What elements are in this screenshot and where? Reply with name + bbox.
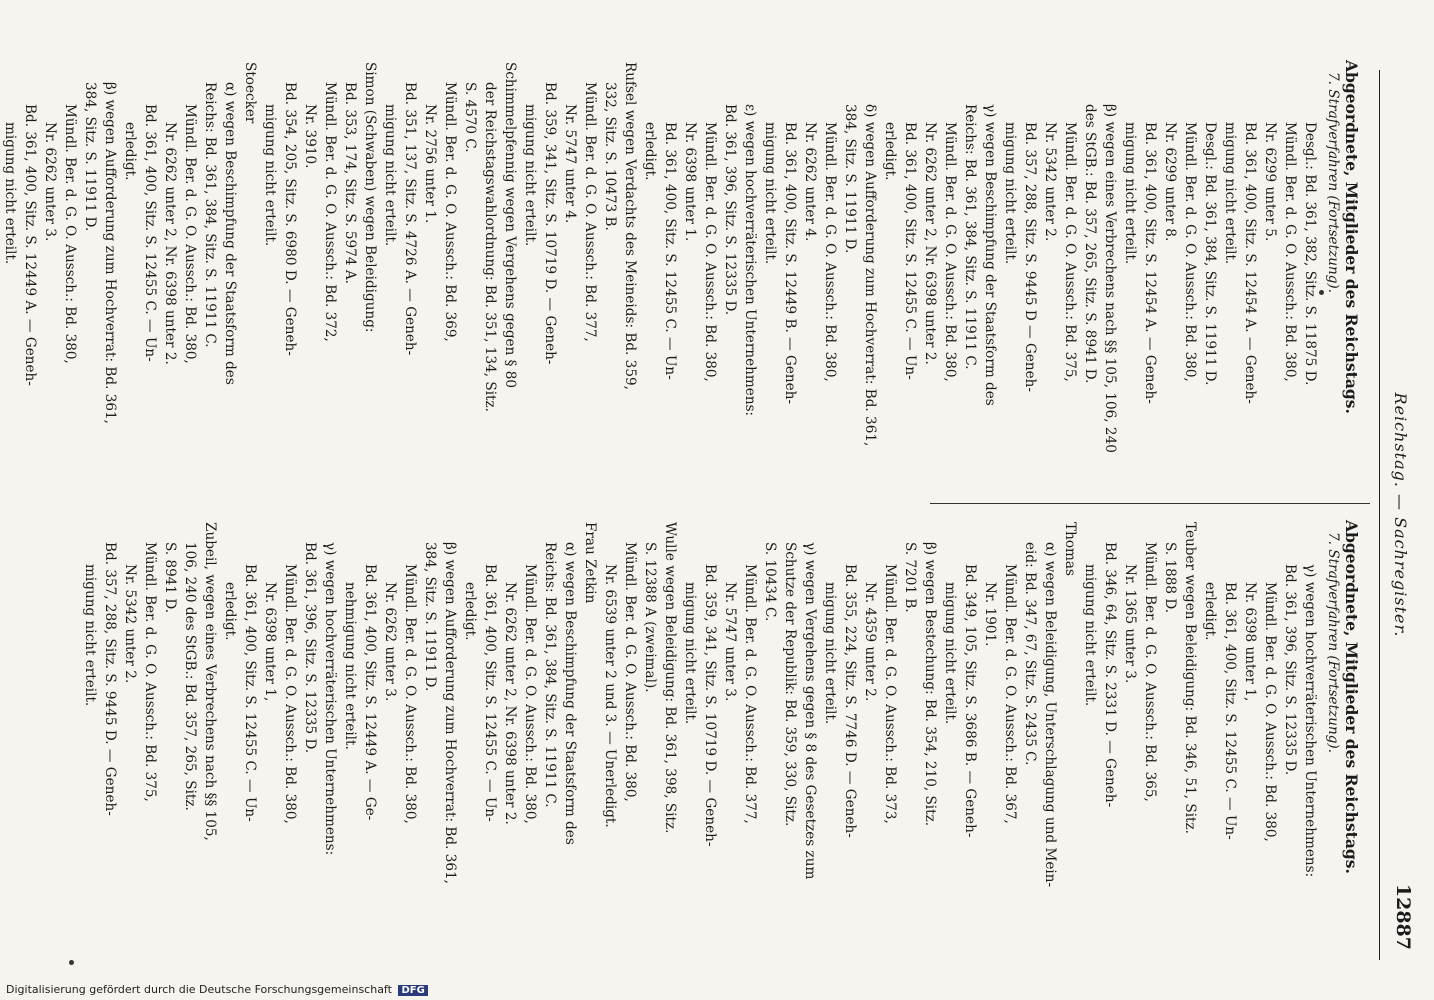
entry-line: Nr. 6262 unter 2, Nr. 6398 unter 2. — [162, 122, 178, 365]
entry-line: Nr. 6262 unter 3. — [42, 122, 58, 242]
entry-line: Mündl. Ber. d. G. O. Aussch.: Bd. 380, — [1262, 582, 1278, 842]
entry-line: Desgl.: Bd. 361, 382, Sitz. S. 11875 D. — [1302, 122, 1318, 386]
entry-line: Bd. 361, 400, Sitz. S. 12454 A. — Geneh- — [1142, 122, 1158, 404]
entry-line: β) wegen Aufforderung zum Hochverrat: Bd. 361, — [442, 542, 458, 885]
entry-line: 384, Sitz. S. 11911 D. — [82, 82, 98, 232]
column-divider — [930, 503, 1370, 504]
entry-line: S. 4570 C. — [462, 82, 478, 153]
entry-line: β) wegen Aufforderung zum Hochverrat: Bd. 361, — [102, 82, 118, 425]
entry-line: Mündl. Ber. d. G. O. Aussch.: Bd. 375, — [1062, 122, 1078, 382]
entry-line: migung nicht erteilt. — [1082, 564, 1098, 707]
entry-heading: Stoecker — [242, 62, 258, 124]
entry-line: Nr. 2756 unter 1. — [422, 104, 438, 224]
entry-line: migung nicht erteilt. — [262, 104, 278, 247]
entry-line: γ) wegen Beschimpfung der Staatsform des — [982, 104, 998, 406]
digitization-credit — [6, 983, 428, 996]
entry-line: 106, 240 des StGB.: Bd. 357, 265, Sitz. — [182, 542, 198, 811]
entry-line: Bd. 359, 341, Sitz. S. 10719 D. — Geneh- — [702, 564, 718, 847]
entry-line: des StGB.: Bd. 357, 265, Sitz. S. 8941 D. — [1082, 104, 1098, 384]
right-column — [78, 520, 1360, 952]
entry-line: Mündl. Ber. d. G. O. Aussch.: Bd. 380, — [1182, 122, 1198, 382]
entry-line: erledigt. — [882, 122, 898, 181]
entry-line: migung nicht erteilt. — [1222, 122, 1238, 265]
entry-line: Mündl. Ber. d. G. O. Aussch.: Bd. 377, — [742, 564, 758, 824]
entry-line: Bd. 361, 400, Sitz. S. 12455 C. — Un- — [662, 122, 678, 380]
entry-line: β) wegen eines Verbrechens nach §§ 105, 106, 240 — [1102, 104, 1118, 453]
section-title: Abgeordnete, Mitglieder des Reichstags. — [1342, 520, 1361, 874]
entry-line: 332, Sitz. S. 10473 B. — [602, 82, 618, 231]
entry-line: Bd. 361, 400, Sitz. S. 12455 C. — Un- — [142, 104, 158, 362]
entry-line: migung nicht erteilt. — [942, 582, 958, 725]
entry-line: Mündl. Ber. d. G. O. Aussch.: Bd. 367, — [1002, 564, 1018, 824]
entry-heading: Zubeil, wegen eines Verbrechens nach §§ 105, — [202, 522, 218, 841]
entry-line: S. 1888 D. — [1162, 542, 1178, 614]
entry-line: Mündl. Ber. d. G. O. Aussch.: Bd. 380, — [402, 564, 418, 824]
entry-line: Mündl. Ber. d. G. O. Aussch.: Bd. 373, — [882, 564, 898, 824]
entry-heading: Teuber wegen Beleidigung: Bd. 346, 51, Sitz. — [1182, 522, 1198, 834]
entry-line: eid: Bd. 347, 67, Sitz. S. 2435 C. — [1022, 542, 1038, 766]
dfg-logo: DFG — [398, 985, 427, 996]
entry-line: migung nicht erteilt. — [682, 582, 698, 725]
entry-line: Bd. 346, 64, Sitz. S. 2331 D. — Geneh- — [1102, 542, 1118, 808]
entry-line: erledigt. — [122, 122, 138, 181]
right-entries — [81, 520, 1318, 952]
entry-line: migung nicht erteilt. — [82, 564, 98, 707]
entry-line: Bd. 361, 400, Sitz. S. 12455 C. — Un- — [902, 122, 918, 380]
entry-line: Nr. 1901. — [982, 582, 998, 647]
entry-heading: Frau Zetkin — [582, 522, 598, 604]
entry-line: ε) wegen hochverräterischen Unternehmens: — [742, 104, 758, 417]
entry-line: Nr. 4359 unter 2. — [862, 582, 878, 702]
entry-line: Nr. 5342 unter 2. — [1042, 122, 1058, 242]
credit-text: Digitalisierung gefördert durch die Deutsche Forschungsgemeinschaft — [6, 983, 392, 996]
entry-line: Nr. 6398 unter 1. — [682, 122, 698, 242]
entry-line: Reichs: Bd. 361, 384, Sitz. S. 11911 C. — [542, 542, 558, 808]
entry-heading: Wulle wegen Beleidigung: Bd. 361, 398, Sitz. — [662, 522, 678, 834]
entry-line: nehmigung nicht erteilt. — [342, 582, 358, 750]
entry-line: migung nicht erteilt. — [382, 104, 398, 247]
entry-line: migung nicht erteilt. — [1002, 122, 1018, 265]
entry-heading: Simon (Schwaben) wegen Beleidigung: — [362, 62, 378, 333]
entry-line: Reichs: Bd. 361, 384, Sitz. S. 11911 C. — [962, 104, 978, 370]
left-entries — [1, 60, 1318, 492]
entry-line: Nr. 6299 unter 5. — [1262, 122, 1278, 242]
entry-line: Bd. 357, 288, Sitz. S. 9445 D — Geneh- — [1022, 122, 1038, 393]
entry-line: Bd. 361, 396, Sitz. S. 12335 D. — [722, 104, 738, 316]
entry-line: γ) wegen hochverräterischen Unternehmens: — [322, 542, 338, 856]
entry-line: δ) wegen Aufforderung zum Hochverrat: Bd. 361, — [862, 104, 878, 447]
entry-line: erledigt. — [1202, 582, 1218, 641]
ink-speck — [69, 960, 74, 965]
entry-line: Mündl. Ber. d. G. O. Aussch.: Bd. 377, — [582, 82, 598, 342]
section-title: Abgeordnete, Mitglieder des Reichstags. — [1342, 60, 1361, 414]
entry-line: Nr. 3910. — [302, 104, 318, 169]
entry-line: Nr. 6539 unter 2 und 3. — Unerledigt. — [602, 564, 618, 828]
entry-line: Mündl. Ber. d. G. O. Aussch.: Bd. 372, — [322, 82, 338, 342]
entry-line: erledigt. — [222, 582, 238, 641]
entry-line: Bd. 361, 400, Sitz. S. 12449 A. — Geneh- — [22, 104, 38, 386]
entry-line: Mündl. Ber. d. G. O. Aussch.: Bd. 369, — [442, 82, 458, 342]
left-column — [0, 60, 1360, 492]
entry-line: γ) wegen Vergehens gegen § 8 des Gesetzes zum — [802, 542, 818, 880]
entry-line: erledigt. — [462, 582, 478, 641]
entry-line: 384, Sitz. S. 11911 D. — [422, 542, 438, 692]
entry-line: β) wegen Bestechung: Bd. 354, 210, Sitz. — [922, 542, 938, 827]
entry-line: Nr. 1365 unter 3. — [1122, 564, 1138, 684]
entry-line: Nr. 5342 unter 2. — [122, 564, 138, 684]
entry-line: Mündl. Ber. d. G. O. Aussch.: Bd. 380, — [62, 104, 78, 364]
entry-line: erledigt. — [642, 122, 658, 181]
entry-line: migung nicht erteilt. — [2, 122, 18, 265]
entry-line: Bd. 357, 288, Sitz. S. 9445 D. — Geneh- — [102, 542, 118, 816]
entry-line: Bd. 354, 205, Sitz. S. 6980 D. — Geneh- — [282, 82, 298, 356]
entry-line: γ) wegen hochverräterischen Unternehmens: — [1302, 564, 1318, 878]
entry-line: migung nicht erteilt. — [762, 122, 778, 265]
entry-line: 384, Sitz. S. 11911 D. — [842, 104, 858, 254]
entry-line: Bd. 361, 400, Sitz. S. 12454 A. — Geneh- — [1242, 122, 1258, 404]
entry-line: Bd. 355, 224, Sitz. S. 7746 D. — Geneh- — [842, 564, 858, 838]
entry-line: Bd. 361, 400, Sitz. S. 12449 A. — Ge- — [362, 564, 378, 821]
entry-line: Mündl. Ber. d. G. O. Aussch.: Bd. 380, — [282, 564, 298, 824]
entry-line: Mündl. Ber. d. G. O. Aussch.: Bd. 375, — [142, 542, 158, 802]
subsection-title: 7. Strafverfahren (Fortsetzung). — [1325, 72, 1341, 294]
entry-line: Mündl. Ber. d. G. O. Aussch.: Bd. 380, — [822, 122, 838, 382]
entry-line: migung nicht erteilt. — [1122, 122, 1138, 265]
entry-line: S. 8941 D. — [162, 542, 178, 614]
entry-line: S. 10434 C. — [762, 542, 778, 622]
entry-line: Mündl. Ber. d. G. O. Aussch.: Bd. 380, — [622, 542, 638, 802]
entry-heading: Schimmelpfennig wegen Vergehens gegen § 80 — [502, 62, 518, 389]
entry-line: Nr. 6398 unter 1, — [262, 582, 278, 702]
entry-line: Nr. 6299 unter 8. — [1162, 122, 1178, 242]
entry-line: Mündl. Ber. d. G. O. Aussch.: Bd. 380, — [1282, 122, 1298, 382]
entry-line: Nr. 6398 unter 1, — [1242, 582, 1258, 702]
entry-line: der Reichstagswahlordnung: Bd. 351, 134, Sitz. — [482, 82, 498, 412]
entry-line: Nr. 6262 unter 2, Nr. 6398 unter 2. — [922, 122, 938, 365]
entry-line: Schutze der Republik: Bd. 359, 330, Sitz. — [782, 542, 798, 827]
entry-line: S. 12388 A (zweimal). — [642, 542, 658, 693]
entry-line: Reichs: Bd. 361, 384, Sitz. S. 11911 C. — [202, 82, 218, 348]
entry-line: α) wegen Beschimpfung der Staatsform des — [222, 82, 238, 385]
entry-line: migung nicht erteilt. — [822, 582, 838, 725]
entry-line: Desgl.: Bd. 361, 384, Sitz. S. 11911 D. — [1202, 122, 1218, 386]
entry-line: Bd. 361, 400, Sitz. S. 12455 C. — Un- — [482, 564, 498, 822]
entry-line: Bd. 353, 174, Sitz. S. 5974 A. — [342, 82, 358, 284]
entry-line: Nr. 6262 unter 3. — [382, 582, 398, 702]
entry-line: Mündl. Ber. d. G. O. Aussch.: Bd. 380, — [182, 104, 198, 364]
entry-line: α) wegen Beleidigung, Unterschlagung und Mein- — [1042, 542, 1058, 888]
entry-line: Mündl. Ber. d. G. O. Aussch.: Bd. 365, — [1142, 542, 1158, 802]
entry-heading: Rufsel wegen Verdachts des Meineids: Bd. 359, — [622, 62, 638, 390]
entry-line: Bd. 351, 137, Sitz. S. 4726 A. — Geneh- — [402, 82, 418, 356]
entry-line: S. 7201 B. — [902, 542, 918, 613]
ink-speck — [1319, 290, 1324, 295]
subsection-title: 7. Strafverfahren (Fortsetzung). — [1325, 532, 1341, 754]
entry-line: Nr. 6262 unter 2, Nr. 6398 unter 2. — [502, 582, 518, 825]
entry-line: Nr. 6262 unter 4. — [802, 122, 818, 242]
entry-line: Mündl. Ber. d. G. O. Aussch.: Bd. 380, — [942, 122, 958, 382]
entry-line: Bd. 349, 105, Sitz. S. 3686 B. — Geneh- — [962, 564, 978, 838]
entry-line: Bd. 361, 400, Sitz. S. 12455 C. — Un- — [242, 564, 258, 822]
entry-line: Bd. 361, 396, Sitz. S. 12335 D. — [302, 542, 318, 754]
entry-line: Mündl. Ber. d. G. O. Aussch.: Bd. 380, — [522, 564, 538, 824]
entry-line: migung nicht erteilt. — [522, 104, 538, 247]
entry-line: Nr. 5747 unter 3. — [722, 582, 738, 702]
entry-line: Mündl. Ber. d. G. O. Aussch.: Bd. 380, — [702, 122, 718, 382]
entry-line: Nr. 5747 unter 4. — [562, 104, 578, 224]
entry-line: Bd. 361, 400, Sitz. S. 12449 B. — Geneh- — [782, 122, 798, 405]
entry-line: Bd. 361, 400, Sitz. S. 12455 C. — Un- — [1222, 582, 1238, 840]
entry-line: Bd. 359, 341, Sitz. S. 10719 D. — Geneh- — [542, 82, 558, 365]
page-number: 12887 — [1392, 883, 1414, 950]
page-header — [1379, 70, 1420, 960]
entry-heading: Thomas — [1062, 522, 1078, 576]
entry-line: α) wegen Beschimpfung der Staatsform des — [562, 542, 578, 845]
entry-line: Bd. 361, 396, Sitz. S. 12335 D. — [1282, 564, 1298, 776]
running-title: Reichstag. — Sachregister. — [1391, 392, 1410, 638]
